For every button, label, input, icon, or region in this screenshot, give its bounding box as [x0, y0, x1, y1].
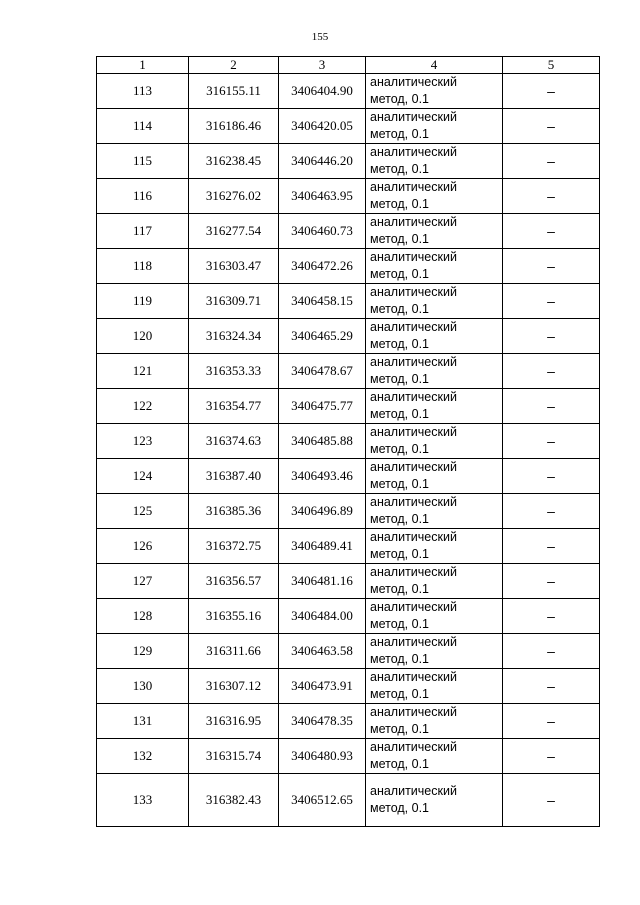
method-line-1: аналитический: [370, 635, 457, 649]
coord-x: 316315.74: [189, 739, 279, 774]
coord-y: 3406460.73: [279, 214, 366, 249]
coord-x: 316385.36: [189, 494, 279, 529]
method-line-1: аналитический: [370, 784, 457, 798]
coord-x: 316353.33: [189, 354, 279, 389]
method-line-1: аналитический: [370, 390, 457, 404]
coordinates-table: [96, 56, 600, 827]
table-row: [97, 389, 600, 424]
coord-y: 3406480.93: [279, 739, 366, 774]
coord-x: 316374.63: [189, 424, 279, 459]
coord-x: 316276.02: [189, 179, 279, 214]
method-line-2: метод, 0.1: [370, 302, 430, 316]
coord-x: 316387.40: [189, 459, 279, 494]
method-line-1: аналитический: [370, 180, 457, 194]
header-col-2: 2: [189, 57, 279, 74]
point-number: 117: [97, 214, 189, 249]
table-row: [97, 634, 600, 669]
header-col-3: 3: [279, 57, 366, 74]
coord-y: 3406473.91: [279, 669, 366, 704]
note-cell: –: [503, 564, 600, 599]
method-line-2: метод, 0.1: [370, 127, 430, 141]
method-cell: [366, 249, 503, 284]
table-row: [97, 459, 600, 494]
table-row: [97, 564, 600, 599]
coord-x: 316382.43: [189, 774, 279, 827]
method-cell: [366, 634, 503, 669]
point-number: 127: [97, 564, 189, 599]
method-cell: [366, 564, 503, 599]
coord-y: 3406478.67: [279, 354, 366, 389]
coord-y: 3406496.89: [279, 494, 366, 529]
note-cell: –: [503, 319, 600, 354]
method-line-1: аналитический: [370, 495, 457, 509]
coord-x: 316238.45: [189, 144, 279, 179]
note-cell: –: [503, 284, 600, 319]
method-line-2: метод, 0.1: [370, 801, 430, 815]
page-number: 155: [311, 31, 329, 43]
point-number: 115: [97, 144, 189, 179]
point-number: 126: [97, 529, 189, 564]
method-cell: [366, 144, 503, 179]
point-number: 118: [97, 249, 189, 284]
table-row: [97, 144, 600, 179]
point-number: 125: [97, 494, 189, 529]
point-number: 124: [97, 459, 189, 494]
table-row: [97, 529, 600, 564]
method-cell: [366, 214, 503, 249]
method-line-1: аналитический: [370, 530, 457, 544]
method-cell: [366, 389, 503, 424]
method-line-1: аналитический: [370, 75, 457, 89]
note-cell: –: [503, 494, 600, 529]
method-cell: [366, 74, 503, 109]
coord-y: 3406481.16: [279, 564, 366, 599]
coord-y: 3406475.77: [279, 389, 366, 424]
method-cell: [366, 319, 503, 354]
method-cell: [366, 109, 503, 144]
note-cell: –: [503, 389, 600, 424]
note-cell: –: [503, 179, 600, 214]
point-number: 130: [97, 669, 189, 704]
method-line-1: аналитический: [370, 285, 457, 299]
method-cell: [366, 529, 503, 564]
point-number: 116: [97, 179, 189, 214]
note-cell: –: [503, 459, 600, 494]
point-number: 133: [97, 774, 189, 827]
table-row: [97, 284, 600, 319]
coord-y: 3406465.29: [279, 319, 366, 354]
method-line-2: метод, 0.1: [370, 232, 430, 246]
header-col-1: 1: [97, 57, 189, 74]
table-row: [97, 774, 600, 827]
note-cell: –: [503, 599, 600, 634]
method-line-1: аналитический: [370, 110, 457, 124]
method-cell: [366, 494, 503, 529]
coord-x: 316311.66: [189, 634, 279, 669]
coord-y: 3406493.46: [279, 459, 366, 494]
coord-y: 3406404.90: [279, 74, 366, 109]
coord-x: 316186.46: [189, 109, 279, 144]
method-line-1: аналитический: [370, 320, 457, 334]
point-number: 119: [97, 284, 189, 319]
method-line-2: метод, 0.1: [370, 92, 430, 106]
method-line-2: метод, 0.1: [370, 407, 430, 421]
coord-x: 316355.16: [189, 599, 279, 634]
method-line-2: метод, 0.1: [370, 547, 430, 561]
method-line-2: метод, 0.1: [370, 687, 430, 701]
method-line-2: метод, 0.1: [370, 267, 430, 281]
coord-y: 3406446.20: [279, 144, 366, 179]
header-col-5: 5: [503, 57, 600, 74]
method-cell: [366, 284, 503, 319]
method-cell: [366, 424, 503, 459]
point-number: 129: [97, 634, 189, 669]
coord-x: 316277.54: [189, 214, 279, 249]
table-row: [97, 74, 600, 109]
method-line-2: метод, 0.1: [370, 337, 430, 351]
method-cell: [366, 599, 503, 634]
method-cell: [366, 704, 503, 739]
note-cell: –: [503, 354, 600, 389]
method-line-1: аналитический: [370, 425, 457, 439]
coord-x: 316309.71: [189, 284, 279, 319]
table-row: [97, 249, 600, 284]
table-row: [97, 354, 600, 389]
coord-x: 316372.75: [189, 529, 279, 564]
method-line-1: аналитический: [370, 740, 457, 754]
point-number: 132: [97, 739, 189, 774]
point-number: 122: [97, 389, 189, 424]
table-row: [97, 739, 600, 774]
method-line-2: метод, 0.1: [370, 582, 430, 596]
method-line-2: метод, 0.1: [370, 442, 430, 456]
note-cell: –: [503, 74, 600, 109]
note-cell: –: [503, 529, 600, 564]
coord-y: 3406420.05: [279, 109, 366, 144]
coord-y: 3406489.41: [279, 529, 366, 564]
note-cell: –: [503, 669, 600, 704]
point-number: 113: [97, 74, 189, 109]
coord-y: 3406484.00: [279, 599, 366, 634]
table-row: [97, 319, 600, 354]
method-line-2: метод, 0.1: [370, 477, 430, 491]
method-line-1: аналитический: [370, 460, 457, 474]
method-line-2: метод, 0.1: [370, 757, 430, 771]
point-number: 121: [97, 354, 189, 389]
point-number: 114: [97, 109, 189, 144]
table-row: [97, 424, 600, 459]
method-cell: [366, 774, 503, 827]
point-number: 123: [97, 424, 189, 459]
note-cell: –: [503, 704, 600, 739]
note-cell: –: [503, 109, 600, 144]
note-cell: –: [503, 249, 600, 284]
method-line-1: аналитический: [370, 670, 457, 684]
coord-y: 3406478.35: [279, 704, 366, 739]
note-cell: –: [503, 424, 600, 459]
coord-y: 3406463.95: [279, 179, 366, 214]
coord-x: 316354.77: [189, 389, 279, 424]
coord-x: 316324.34: [189, 319, 279, 354]
table-row: [97, 669, 600, 704]
coord-y: 3406458.15: [279, 284, 366, 319]
table-row: [97, 704, 600, 739]
method-line-1: аналитический: [370, 705, 457, 719]
coord-x: 316307.12: [189, 669, 279, 704]
note-cell: –: [503, 739, 600, 774]
note-cell: –: [503, 634, 600, 669]
method-line-1: аналитический: [370, 355, 457, 369]
method-line-2: метод, 0.1: [370, 372, 430, 386]
method-line-2: метод, 0.1: [370, 652, 430, 666]
method-line-1: аналитический: [370, 565, 457, 579]
method-line-1: аналитический: [370, 250, 457, 264]
method-line-2: метод, 0.1: [370, 197, 430, 211]
point-number: 120: [97, 319, 189, 354]
coord-y: 3406485.88: [279, 424, 366, 459]
note-cell: –: [503, 214, 600, 249]
coord-y: 3406472.26: [279, 249, 366, 284]
method-line-2: метод, 0.1: [370, 512, 430, 526]
coord-y: 3406512.65: [279, 774, 366, 827]
method-cell: [366, 669, 503, 704]
table-row: [97, 599, 600, 634]
table-row: [97, 109, 600, 144]
table-header-row: [97, 57, 600, 74]
coord-x: 316303.47: [189, 249, 279, 284]
method-cell: [366, 459, 503, 494]
coord-x: 316316.95: [189, 704, 279, 739]
coord-x: 316155.11: [189, 74, 279, 109]
method-line-1: аналитический: [370, 600, 457, 614]
coord-y: 3406463.58: [279, 634, 366, 669]
table-row: [97, 214, 600, 249]
method-line-1: аналитический: [370, 215, 457, 229]
table-row: [97, 494, 600, 529]
point-number: 128: [97, 599, 189, 634]
method-line-2: метод, 0.1: [370, 162, 430, 176]
note-cell: –: [503, 774, 600, 827]
method-cell: [366, 179, 503, 214]
header-col-4: 4: [366, 57, 503, 74]
method-cell: [366, 739, 503, 774]
method-cell: [366, 354, 503, 389]
note-cell: –: [503, 144, 600, 179]
method-line-2: метод, 0.1: [370, 722, 430, 736]
method-line-2: метод, 0.1: [370, 617, 430, 631]
table-row: [97, 179, 600, 214]
point-number: 131: [97, 704, 189, 739]
method-line-1: аналитический: [370, 145, 457, 159]
coord-x: 316356.57: [189, 564, 279, 599]
